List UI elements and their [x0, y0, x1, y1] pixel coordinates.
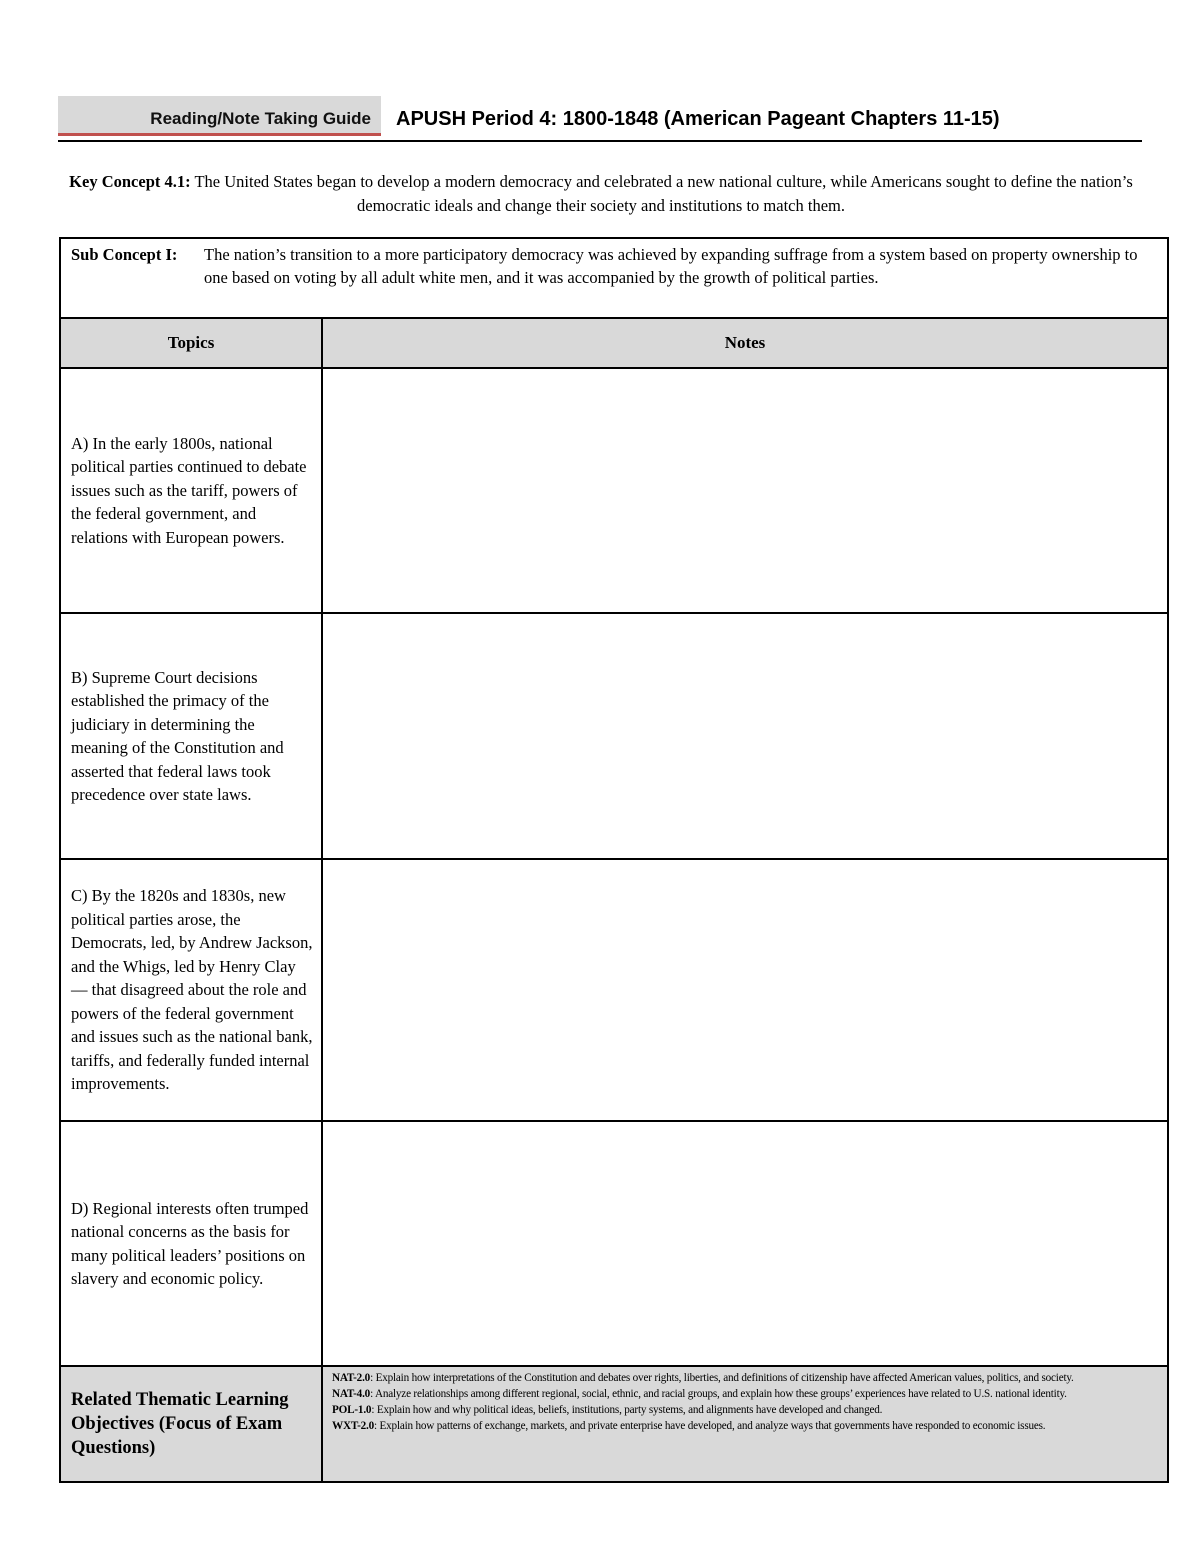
objective-item	[332, 1418, 1159, 1434]
guide-label: Reading/Note Taking Guide	[58, 96, 381, 136]
notes-header: Notes	[322, 318, 1168, 368]
key-concept-label: Key Concept 4.1:	[69, 172, 191, 191]
topic-cell-c: C) By the 1820s and 1830s, new political parties arose, the Democrats, led, by Andrew Jackson, and the Whigs, led by Henry Clay — that disagreed about the role and powers of the federal government and issues such as the national bank, tariffs, and federally funded internal improvements.	[60, 859, 322, 1121]
table-row	[60, 613, 1168, 859]
sub-concept-row	[60, 238, 1168, 318]
objective-item	[332, 1386, 1159, 1402]
period-title: APUSH Period 4: 1800-1848 (American Pageant Chapters 11-15)	[396, 108, 1000, 130]
table-row	[60, 859, 1168, 1121]
table-header-row	[60, 318, 1168, 368]
sub-concept-text: The nation’s transition to a more participatory democracy was achieved by expanding suffrage from a system based on property ownership to one based on voting by all adult white men, and it was accompanied by the growth of political parties.	[204, 245, 1138, 287]
objective-text: : Explain how and why political ideas, beliefs, institutions, party systems, and alignments have developed and changed.	[371, 1404, 883, 1416]
objective-code: POL-1.0	[332, 1404, 372, 1416]
notes-table	[59, 237, 1169, 1483]
objective-item	[332, 1370, 1159, 1386]
notes-cell-d[interactable]	[322, 1121, 1168, 1366]
objective-code: NAT-2.0	[332, 1372, 371, 1384]
topic-cell-a: A) In the early 1800s, national political parties continued to debate issues such as the tariff, powers of the federal government, and relations with European powers.	[60, 368, 322, 613]
related-objectives-label: Related Thematic Learning Objectives (Focus of Exam Questions)	[60, 1366, 322, 1482]
related-objectives-row	[60, 1366, 1168, 1482]
notes-cell-b[interactable]	[322, 613, 1168, 859]
notes-cell-a[interactable]	[322, 368, 1168, 613]
objective-code: WXT-2.0	[332, 1420, 375, 1432]
table-row	[60, 1121, 1168, 1366]
objective-text: : Explain how patterns of exchange, markets, and private enterprise have developed, and analyze ways that governments have responded to economic issues.	[374, 1420, 1046, 1432]
sub-concept-cell	[60, 238, 1168, 318]
objective-text: : Analyze relationships among different regional, social, ethnic, and racial groups, and explain how these groups’ experiences have related to U.S. national identity.	[370, 1388, 1067, 1400]
sub-concept-label: Sub Concept I:	[71, 245, 178, 264]
topics-header: Topics	[60, 318, 322, 368]
key-concept-text: The United States began to develop a modern democracy and celebrated a new national culture, while Americans sought to define the nation’s democratic ideals and change their society and institutions to match them.	[190, 172, 1133, 215]
topic-cell-d: D) Regional interests often trumped national concerns as the basis for many political leaders’ positions on slavery and economic policy.	[60, 1121, 322, 1366]
table-row	[60, 368, 1168, 613]
objective-text: : Explain how interpretations of the Constitution and debates over rights, liberties, and definitions of citizenship have affected American values, politics, and society.	[370, 1372, 1074, 1384]
objective-code: NAT-4.0	[332, 1388, 371, 1400]
notes-cell-c[interactable]	[322, 859, 1168, 1121]
related-objectives-list	[322, 1366, 1168, 1482]
objective-item	[332, 1402, 1159, 1418]
key-concept	[60, 170, 1142, 218]
topic-cell-b: B) Supreme Court decisions established the primacy of the judiciary in determining the meaning of the Constitution and asserted that federal laws took precedence over state laws.	[60, 613, 322, 859]
page-header	[58, 96, 1142, 142]
